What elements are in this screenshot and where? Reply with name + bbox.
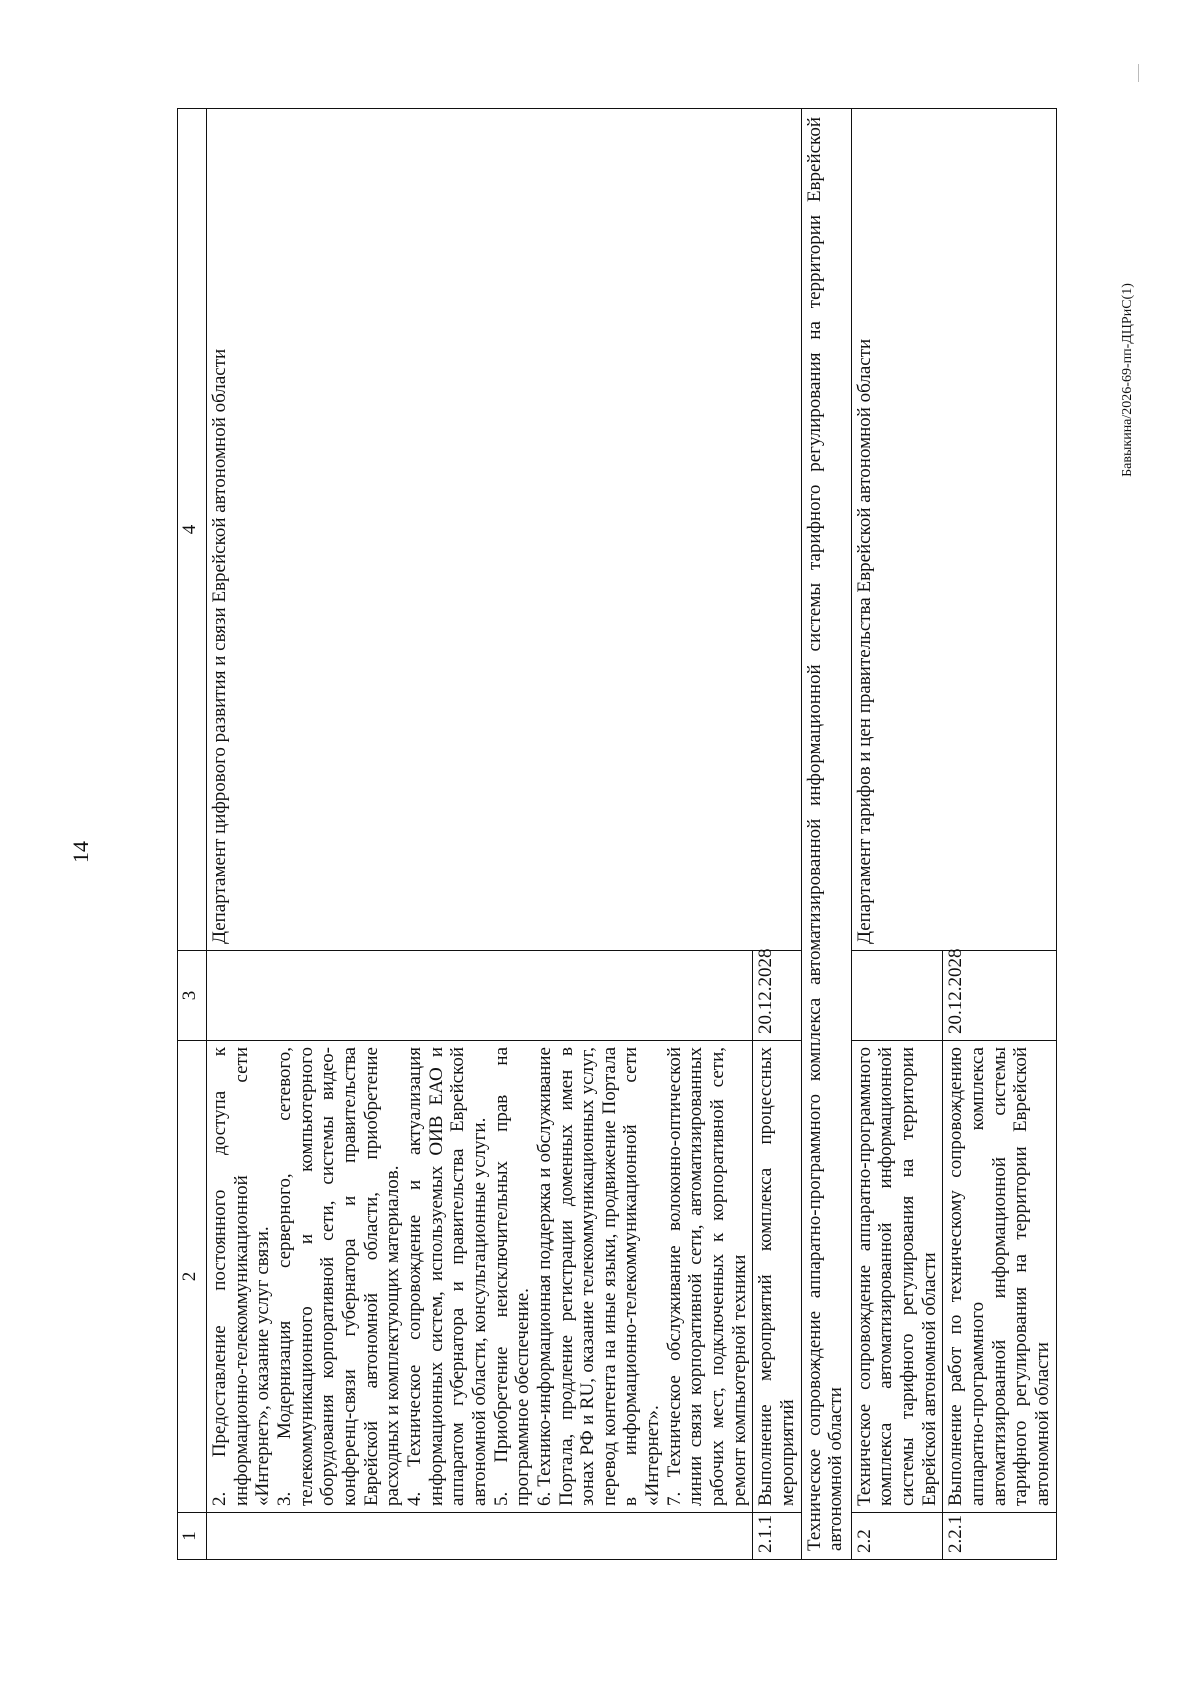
header-col-2: 2 (178, 1041, 207, 1513)
header-col-1: 1 (178, 1513, 207, 1560)
row-number-cell: 2.1.1 (753, 1513, 801, 1560)
table-row-activities (207, 109, 753, 1560)
activity-item-6: 6. Технико-информационная поддержка и обслуживание Портала, продление регистрации доменных имен в зонах РФ и RU, оказание телекоммуникационных услуг, перевод контента на иные языки, продвижение Портала в информационно-телекоммуникационной сети «Интернет». (533, 1047, 664, 1506)
activity-cell: Техническое сопровождение аппаратно-программного комплекса автоматизированной информационной системы тарифного регулирования на территории Еврейской автономной области (851, 1041, 943, 1513)
date-cell (851, 951, 943, 1041)
page-number: 14 (68, 841, 93, 863)
activity-item-3: 3. Модернизация серверного, сетевого, телекоммуникационного и компьютерного оборудования корпоративной сети, системы видео-конференц-связи губернатора и правительства Еврейской автономной области, приобретение расходных и комплектующих материалов. (273, 1047, 404, 1506)
row-number-cell: 2.2 (851, 1513, 943, 1560)
date-cell: 20.12.2028 (753, 951, 801, 1041)
activity-item-7: 7. Техническое обслуживание волоконно-оптической линии связи корпоративной сети, автоматизированных рабочих мест, подключенных к корпоративной сети, ремонт компьютерной техники (663, 1047, 750, 1506)
activity-item-5: 5. Приобретение неисключительных прав на программное обеспечение. (490, 1047, 534, 1506)
activity-cell: Выполнение работ по техническому сопровождению аппаратно-программного комплекса автоматизированной информационной системы тарифного регулирования на территории Еврейской автономной области (943, 1041, 1056, 1513)
date-cell (207, 951, 753, 1041)
date-cell: 20.12.2028 (943, 951, 1056, 1041)
row-number-cell (207, 1513, 753, 1560)
margin-mark (1138, 64, 1139, 82)
responsible-cell: Департамент цифрового развития и связи Еврейской автономной области (207, 109, 802, 951)
activities-cell (207, 1041, 753, 1513)
task-heading-cell: Техническое сопровождение аппаратно-программного комплекса автоматизированной информационной системы тарифного регулирования на территории Еврейской автономной области (801, 109, 851, 1560)
table-row-task (801, 109, 851, 1560)
activity-item-4: 4. Техническое сопровождение и актуализация информационных систем, используемых ОИВ ЕАО и аппаратом губернатора и правительства Еврейской автономной области, консультационные услуги. (403, 1047, 490, 1506)
row-number-cell: 2.2.1 (943, 1513, 1056, 1560)
table-row-2-2 (851, 109, 943, 1560)
rotated-table-frame (177, 108, 1053, 1560)
header-col-4: 4 (178, 109, 207, 951)
table-container (177, 108, 1053, 1560)
activity-item-2: 2. Предоставление постоянного доступа к информационно-телекоммуникационной сети «Интернет», оказание услуг связи. (209, 1047, 274, 1506)
header-col-3: 3 (178, 951, 207, 1041)
measures-table (177, 108, 1057, 1560)
activity-cell: Выполнение мероприятий комплекса процессных мероприятий (753, 1041, 801, 1513)
document-code: Бавыкина/2026-69-пп-ДЦРиС(1) (1120, 283, 1135, 477)
header-row (178, 109, 207, 1560)
responsible-cell: Департамент тарифов и цен правительства Еврейской автономной области (851, 109, 1056, 951)
